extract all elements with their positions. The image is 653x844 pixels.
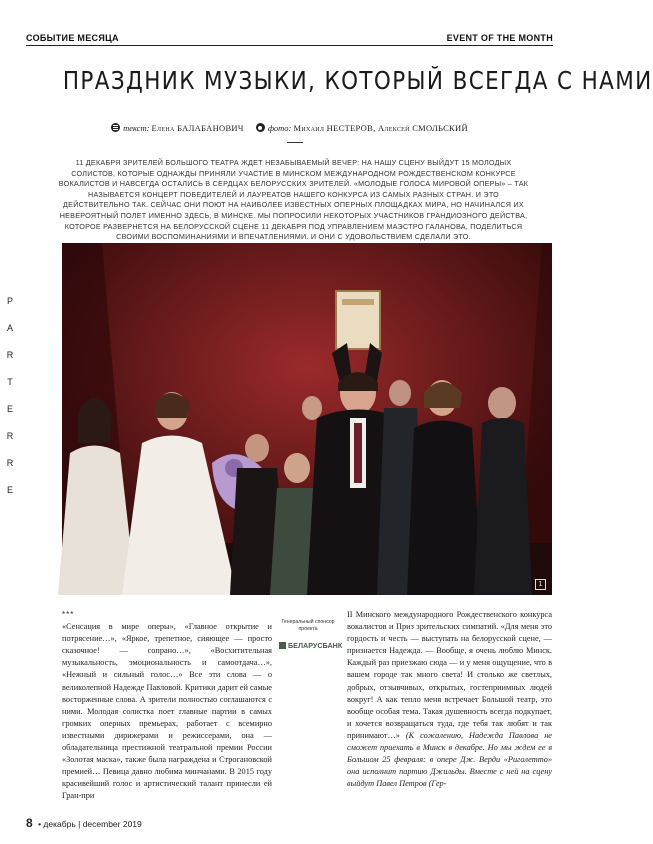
divider xyxy=(287,142,303,143)
bank-logo-icon xyxy=(279,642,286,649)
page-number: 8 xyxy=(26,816,33,830)
vertical-letter: P xyxy=(6,296,13,306)
text-label: текст: xyxy=(123,123,150,133)
photo-number: 1 xyxy=(535,579,546,590)
vertical-letter: T xyxy=(7,377,13,387)
section-label: СОБЫТИЕ МЕСЯЦА xyxy=(26,33,119,43)
vertical-letter: R xyxy=(6,350,14,360)
body-text-regular: II Минского международного Рождественского конкурса вокалистов и Приз зрительских симпатий. «Для меня это гордость и честь — выступать на белорусской сцене, — признается Надежда. — Вообще, я очень люблю Минск. Каждый раз приезжаю сюда — и у меня ощущение, что в вашем городе так много света! И столько же светлых, добрых, отзывчивых, открытых, гостеприимных людей вокруг! А как тепло меня встречает Большой театр, это вообще особая тема. Такая душевность всегда подкупает, и хочется возвращаться туда, где тебя так любят и так принимают…» xyxy=(347,610,552,740)
photo-label: фото: xyxy=(267,123,292,133)
body-text xyxy=(347,609,552,790)
vertical-section-label xyxy=(5,288,15,504)
vertical-letter: R xyxy=(6,458,14,468)
article-title: ПРАЗДНИК МУЗЫКИ, КОТОРЫЙ ВСЕГДА С НАМИ xyxy=(62,66,653,95)
article-column-right xyxy=(347,609,552,790)
body-text: «Сенсация в мире оперы», «Главное открытие и потрясение…», «Яркое, трепетное, сияющее — просто сказочное! — сопрано…», «Восхитительная музыкальность, эмоциональность и самоотдача…», «Нежный и сильный голос…» Все эти слова — о великолепной Надежде Павловой. Критики дарит ей самые восторженные слова. А зрители полностью соглашаются с ними. Молодая солистка поет главные партии в самых громких оперных премьерах, работает с всемирно известными дирижерами и режиссерами, она — обладательница престижной театральной премии России «Золотая маска», также была награждена и Строгановской премией… Певица давно любима минчанами. В 2015 году красивейший голос и артистический талант принесли ей Гран-при xyxy=(62,622,272,801)
photo-authors: Михаил НЕСТЕРОВ, Алексей СМОЛЬСКИЙ xyxy=(293,123,468,133)
section-label-english: EVENT OF THE MONTH xyxy=(446,33,553,43)
body-text-italic: (К сожалению, Надежда Павлова не сможет приехать в Минск в декабре. Но мы ждем ее в Большом 25 февраля: в опере Дж. Верди «Риголетто» она исполнит партию Джильды. Вместе с ней на сцену выйдут Павел Петров (Гер- xyxy=(347,730,552,789)
camera-icon xyxy=(256,123,265,132)
sponsor-logo xyxy=(279,641,341,652)
sponsor-name: БЕЛАРУСБАНК xyxy=(288,641,343,650)
lead-paragraph: 11 ДЕКАБРЯ ЗРИТЕЛЕЙ БОЛЬШОГО ТЕАТРА ЖДЕТ НЕЗАБЫВАЕМЫЙ ВЕЧЕР: НА НАШУ СЦЕНУ ВЫЙДУТ 15 МОЛОДЫХ СОЛИСТОВ, КОТОРЫЕ ОДНАЖДЫ ПРИНЯЛИ УЧАСТИЕ В МИНСКОМ МЕЖДУНАРОДНОМ РОЖДЕСТВЕНСКОМ КОНКУРСЕ ВОКАЛИСТОВ И НАВСЕГДА ОСТАЛИСЬ В СЕРДЦАХ БЕЛОРУССКИХ ЗРИТЕЛЕЙ. «МОЛОДЫЕ ГОЛОСА МИРОВОЙ ОПЕРЫ» – ТАК НАЗЫВАЕТСЯ КОНЦЕРТ ПОБЕДИТЕЛЕЙ И ЛАУРЕАТОВ НАШЕГО КОНКУРСА ИЗ САМЫХ РАЗНЫХ СТРАН. И ЭТО ДЕЙСТВИТЕЛЬНО ТАК. СЕЙЧАС ОНИ ПОЮТ НА НАИБОЛЕЕ ИЗВЕСТНЫХ ОПЕРНЫХ ПЛОЩАДКАХ МИРА, НО НАЧИНАЛСЯ ИХ НЕВЕРОЯТНЫЙ ПОЛЕТ ИМЕННО ЗДЕСЬ, В МИНСКЕ. МЫ ПОПРОСИЛИ НЕКОТОРЫХ УЧАСТНИКОВ ГРАНДИОЗНОГО ДЕЙСТВА, КОТОРОЕ РАЗВЕРНЕТСЯ НА БЕЛОРУССКОЙ СЦЕНЕ 11 ДЕКАБРЯ ПОД УПРАВЛЕНИЕМ МАЭСТРО ГАЛАНОВА, ПОДЕЛИТЬСЯ СВОИМИ ВОСПОМИНАНИЯМИ И ВПЕЧАТЛЕНИЯМИ. И ОНИ С УДОВОЛЬСТВИЕМ СДЕЛАЛИ ЭТО. xyxy=(58,158,529,242)
text-author-icon xyxy=(111,123,120,132)
stage-photo-illustration xyxy=(62,243,552,595)
page-footer xyxy=(26,816,142,830)
header-rule xyxy=(26,45,553,46)
vertical-letter: E xyxy=(6,404,13,414)
vertical-letter: E xyxy=(6,485,13,495)
credits-line xyxy=(26,123,553,133)
vertical-letter: R xyxy=(6,431,14,441)
text-author: Елена БАЛАБАНОВИЧ xyxy=(151,123,244,133)
article-photo xyxy=(62,243,552,595)
issue-date: декабрь | december 2019 xyxy=(43,819,142,829)
section-stars: *** xyxy=(62,610,75,619)
footer-bullet: • xyxy=(38,819,42,829)
vertical-letter: A xyxy=(6,323,13,333)
sponsor-caption: Генеральный спонсор проекта xyxy=(281,619,335,632)
article-column-left xyxy=(62,609,272,803)
